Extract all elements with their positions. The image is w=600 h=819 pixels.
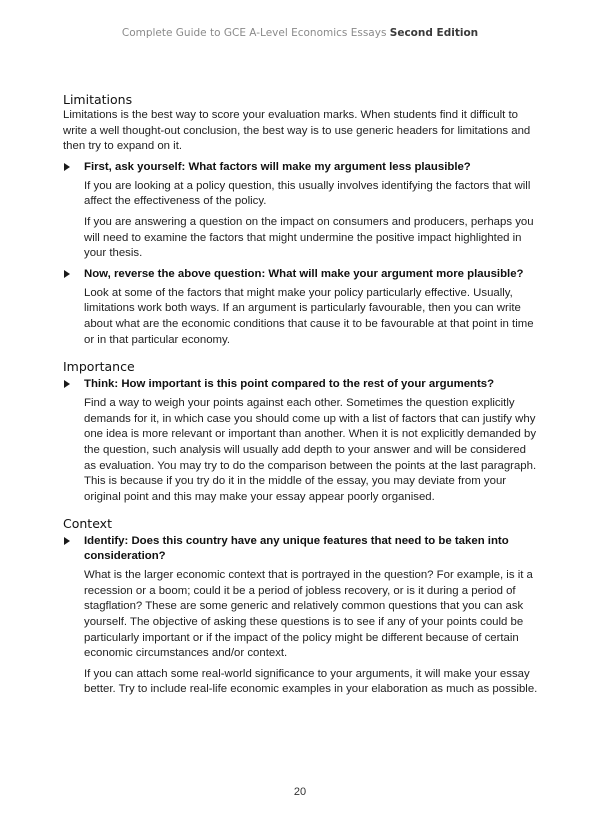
paragraph: Limitations is the best way to score your evaluation marks. When students find it difficult to write a well thought-out conclusion, the best way is to use generic headers for limitations and then try to expand on it.	[63, 109, 531, 153]
section-heading: Context	[63, 516, 112, 532]
bullet-text: Identify: Does this country have any unique features that need to be taken into consideration?	[84, 535, 509, 563]
section-heading: Limitations	[63, 92, 133, 107]
paragraph: Look at some of the factors that might make your policy particularly effective. Usually, limitations work both ways. If an argument is particularly favourable, then you can write about what are the economic conditions that cause it to be favourable at that point in time or in that particular economy.	[84, 286, 534, 346]
paragraph: If you are looking at a policy question, this usually involves identifying the factors that will affect the effectiveness of the policy.	[84, 179, 531, 208]
book-edition: Second Edition	[389, 27, 479, 39]
section-context	[63, 516, 541, 698]
bullet-text: First, ask yourself: What factors will make my argument less plausible?	[84, 160, 471, 173]
triangle-bullet-icon	[64, 270, 70, 278]
page-content	[63, 92, 541, 709]
triangle-bullet-icon	[64, 537, 70, 545]
paragraph: If you can attach some real-world significance to your arguments, it will make your essay better. Try to include real-life economic examples in your elaboration as much as possible.	[84, 667, 538, 696]
triangle-bullet-icon	[64, 380, 70, 388]
paragraph: If you are answering a question on the impact on consumers and producers, perhaps you will need to examine the factors that might undermine the positive impact highlighted in your thesis.	[84, 215, 534, 260]
page-number: 20	[293, 786, 307, 798]
bullet-text: Think: How important is this point compared to the rest of your arguments?	[84, 378, 495, 391]
bullet-point	[63, 534, 541, 564]
paragraph: Find a way to weigh your points against each other. Sometimes the question explicitly demands for it, in which case you should come up with a list of factors that can justify why one idea is more relevant or important than another. When it is not explicitly demanded by the question, such analysis will usually add depth to your answer and will be considered as evaluation. You may try to do the comparison between the points at the last paragraph. This is because if you try do it in the middle of the essay, you may deviate from your original point and this may make your essay appear poorly organised.	[84, 397, 537, 503]
triangle-bullet-icon	[64, 163, 70, 171]
section-heading: Importance	[63, 359, 135, 375]
bullet-point	[63, 377, 541, 392]
paragraph: What is the larger economic context that is portrayed in the question? For example, is it a recession or a boom; could it be a period of jobless recovery, or is it during a period of stagflation? These are some generic and relatively common questions that you can ask yourself. The objective of asking these questions is to see if any of your points could be particularly important or if the impact of the policy might be different because of certain economic circumstances and/or context.	[84, 569, 533, 660]
bullet-body	[63, 396, 541, 505]
bullet-body	[63, 568, 541, 698]
bullet-point	[63, 160, 541, 175]
section-limitations	[63, 92, 541, 348]
section-importance	[63, 359, 541, 505]
bullet-body	[63, 286, 541, 348]
running-header	[0, 27, 600, 39]
bullet-text: Now, reverse the above question: What will make your argument more plausible?	[84, 267, 524, 280]
bullet-point	[63, 267, 541, 282]
bullet-body	[63, 179, 541, 262]
book-title: Complete Guide to GCE A-Level Economics Essays	[121, 27, 387, 39]
